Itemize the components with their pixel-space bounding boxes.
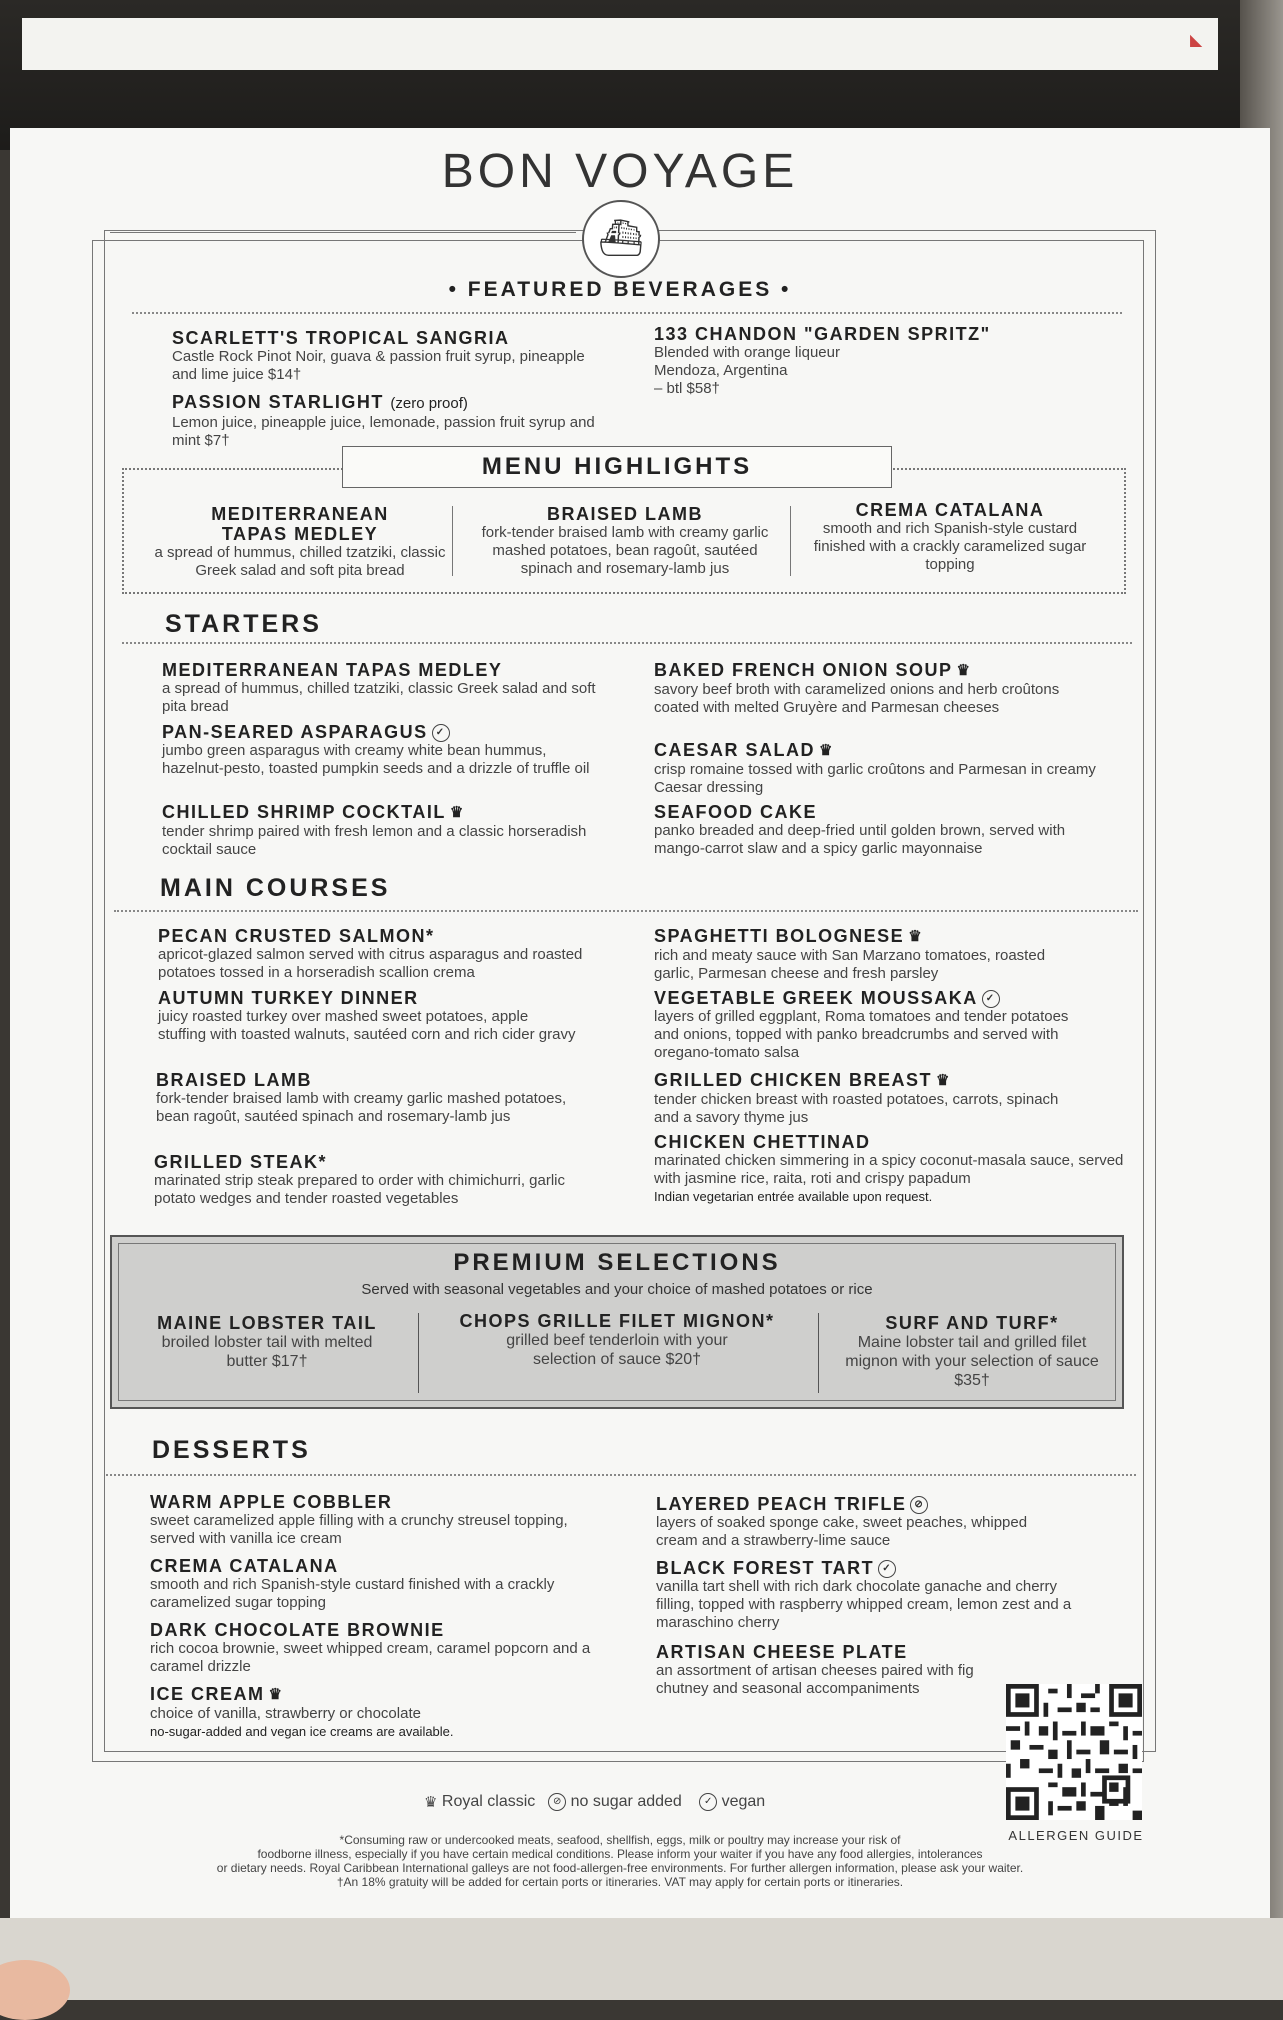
item-desc: vanilla tart shell with rich dark chocolate ganache and cherry filling, topped with raspberry whipped cream, lemon zest and a maraschino cherry [656,1578,1072,1632]
highlight-item [810,500,1090,574]
item-name: MAINE LOBSTER TAIL [157,1313,377,1333]
premium-selections-box [110,1235,1124,1409]
item-desc: rich cocoa brownie, sweet whipped cream, caramel popcorn and a caramel drizzle [150,1640,591,1675]
desserts-heading: DESSERTS [152,1436,311,1464]
menu-item [158,926,608,982]
premium-heading: PREMIUM SELECTIONS [453,1249,781,1276]
item-name: GRILLED CHICKEN BREAST [654,1070,933,1090]
no-sugar-added-icon: ⊘ [910,1496,928,1514]
item-name: ARTISAN CHEESE PLATE [656,1642,908,1662]
item-desc: Maine lobster tail and grilled filet mignon with your selection of sauce $35† [845,1334,1099,1389]
table-surface [0,1918,1283,2000]
item-name: BAKED FRENCH ONION SOUP [654,660,953,680]
beverage-desc: Blended with orange liqueur [654,344,840,361]
item-desc: a spread of hummus, chilled tzatziki, classic Greek salad and soft pita bread [162,680,596,715]
footer-line: *Consuming raw or undercooked meats, seafood, shellfish, eggs, milk or poultry may increase your risk of [339,1833,901,1847]
legend-vegan: vegan [721,1793,766,1811]
royal-classic-icon: ♛ [819,742,834,760]
item-name: CHILLED SHRIMP COCKTAIL [162,802,446,822]
item-name: DARK CHOCOLATE BROWNIE [150,1620,445,1640]
menu-item [150,1684,600,1741]
item-desc: jumbo green asparagus with creamy white bean hummus, hazelnut-pesto, toasted pumpkin seeds and a drizzle of truffle oil [162,742,590,778]
item-name: MEDITERRANEAN TAPAS MEDLEY [162,660,503,680]
item-name: GRILLED STEAK* [154,1152,328,1172]
item-desc: layers of grilled eggplant, Roma tomatoes and tender potatoes and onions, topped with panko breadcrumbs and served with oregano-tomato salsa [654,1008,1069,1062]
beverage-item [172,392,602,450]
royal-classic-icon: ♛ [449,804,465,822]
item-name: PECAN CRUSTED SALMON* [158,926,435,946]
item-desc: rich and meaty sauce with San Marzano tomatoes, roasted garlic, Parmesan cheese and fresh parsley [654,947,1046,983]
item-desc: juicy roasted turkey over mashed sweet potatoes, apple stuffing with toasted walnuts, sautéed corn and rich cider gravy [158,1008,576,1043]
item-name: BLACK FOREST TART [656,1558,875,1578]
footer-line: or dietary needs. Royal Caribbean International galleys are not food-allergen-free environments. For further allergen information, please ask your waiter. [216,1861,1024,1875]
item-name: SPAGHETTI BOLOGNESE [654,926,905,946]
menu-item [162,722,602,778]
beverage-name: SCARLETT'S TROPICAL SANGRIA [172,328,510,348]
menu-item [150,1620,600,1676]
footer-line: †An 18% gratuity will be added for certain ports or itineraries. VAT may apply for certain ports or itineraries. [336,1875,904,1889]
beverage-name: 133 CHANDON "GARDEN SPRITZ" [654,324,991,344]
beverage-origin: Mendoza, Argentina [654,362,788,379]
highlight-item [470,504,780,578]
divider [790,506,791,576]
item-name: SEAFOOD CAKE [654,802,818,822]
main-courses-heading: MAIN COURSES [160,874,391,902]
menu-item [156,1070,576,1126]
menu-item [654,802,1104,858]
starters-heading: STARTERS [165,610,322,638]
footer-line: foodborne illness, especially if you have certain medical conditions. Please inform your waiter if you have any food allergies, intolerances [257,1847,983,1861]
menu-item [656,1642,976,1698]
highlight-name: BRAISED LAMB [547,504,703,524]
item-name: CHOPS GRILLE FILET MIGNON* [459,1311,775,1331]
menu-item [654,740,1104,797]
beverage-note: (zero proof) [390,395,468,412]
beverage-name: PASSION STARLIGHT [172,392,384,412]
item-desc: panko breaded and deep-fried until golden brown, served with mango-carrot slaw and a spicy garlic mayonnaise [654,822,1066,857]
vegan-icon: ✓ [982,990,1000,1008]
divider [114,910,1138,912]
item-desc: choice of vanilla, strawberry or chocolate [150,1705,421,1723]
menu-item [656,1494,1056,1550]
page-title: BON VOYAGE [441,145,799,198]
vegan-icon: ✓ [432,724,450,742]
divider [418,1313,419,1393]
menu-page [10,128,1270,1918]
highlight-item [150,504,450,580]
item-name: CREMA CATALANA [150,1556,339,1576]
previous-page-edge [22,18,1218,70]
legend-no-sugar: no sugar added [570,1793,682,1811]
item-note: no-sugar-added and vegan ice creams are available. [150,1724,454,1740]
frame-line-left [110,232,576,233]
item-name: VEGETABLE GREEK MOUSSAKA [654,988,978,1008]
menu-item [162,660,602,716]
cruise-ship-icon: ⛴ [582,200,660,278]
vegan-icon: ✓ [878,1560,896,1578]
item-name: WARM APPLE COBBLER [150,1492,393,1512]
item-desc: smooth and rich Spanish-style custard finished with a crackly caramelized sugar topping [150,1576,555,1611]
divider [452,506,453,576]
beverage-item [172,328,602,384]
premium-item [842,1313,1102,1390]
royal-classic-icon: ♛ [936,1072,951,1090]
item-desc: an assortment of artisan cheeses paired with fig chutney and seasonal accompaniments [656,1662,974,1697]
menu-item [656,1558,1096,1632]
highlight-name: CREMA CATALANA [855,500,1045,520]
premium-item [142,1313,392,1371]
premium-subtitle: Served with seasonal vegetables and your choice of mashed potatoes or rice [361,1281,873,1298]
highlight-name: MEDITERRANEAN TAPAS MEDLEY [211,504,389,544]
royal-classic-icon: ♛ [956,662,972,680]
item-name: ICE CREAM [150,1684,265,1704]
item-desc: fork-tender braised lamb with creamy garlic mashed potatoes, bean ragoût, sautéed spinach and rosemary-lamb jus [156,1090,567,1125]
menu-item [154,1152,604,1208]
beverage-item [654,324,1074,398]
item-desc: apricot-glazed salmon served with citrus asparagus and roasted potatoes tossed in a horseradish scallion crema [158,946,583,981]
menu-item [654,660,1104,717]
item-name: LAYERED PEACH TRIFLE [656,1494,907,1514]
allergen-guide-label: ALLERGEN GUIDE [1008,1828,1144,1843]
menu-item [654,926,1074,983]
highlight-desc: a spread of hummus, chilled tzatziki, classic Greek salad and soft pita bread [154,544,446,579]
vegan-icon: ✓ [699,1793,717,1811]
divider [818,1313,819,1393]
item-name: BRAISED LAMB [156,1070,312,1090]
allergen-guide-qr-code[interactable] [1006,1684,1142,1820]
item-desc: marinated chicken simmering in a spicy coconut-masala sauce, served with jasmine rice, raita, roti and crispy papadum [654,1152,1124,1187]
item-name: PAN-SEARED ASPARAGUS [162,722,428,742]
menu-item [654,988,1074,1062]
menu-item [150,1556,570,1612]
menu-item [158,988,578,1044]
highlight-desc: fork-tender braised lamb with creamy garlic mashed potatoes, bean ragoût, sautéed spinach and rosemary-lamb jus [481,524,769,577]
item-desc: tender shrimp paired with fresh lemon and a classic horseradish cocktail sauce [162,823,587,859]
royal-classic-icon: ♛ [908,928,924,946]
beverage-desc: Castle Rock Pinot Noir, guava & passion fruit syrup, pineapple and lime juice $14† [172,348,585,383]
icon-legend [420,1793,765,1811]
menu-item [150,1492,590,1548]
item-name: SURF AND TURF* [885,1313,1059,1333]
red-mark: ◣ [1190,32,1203,49]
item-desc: tender chicken breast with roasted potatoes, carrots, spinach and a savory thyme jus [654,1091,1059,1127]
item-desc: sweet caramelized apple filling with a crunchy streusel topping, served with vanilla ice cream [150,1512,568,1547]
footer-disclaimer [140,1833,1100,1889]
item-desc: marinated strip steak prepared to order with chimichurri, garlic potato wedges and tender roasted vegetables [154,1172,565,1207]
premium-item [437,1311,797,1369]
featured-beverages-heading: • FEATURED BEVERAGES • [448,278,792,301]
item-name: CHICKEN CHETTINAD [654,1132,871,1152]
item-name: CAESAR SALAD [654,740,816,760]
divider [122,642,1132,644]
menu-item [654,1070,1074,1127]
item-desc: layers of soaked sponge cake, sweet peaches, whipped cream and a strawberry-lime sauce [656,1514,1028,1550]
item-name: AUTUMN TURKEY DINNER [158,988,419,1008]
item-note: Indian vegetarian entrée available upon request. [654,1189,933,1204]
royal-classic-icon: ♛ [424,1794,438,1811]
highlights-heading: MENU HIGHLIGHTS [342,446,892,488]
menu-item [162,802,592,859]
divider [106,1474,1136,1476]
menu-item [654,1132,1124,1206]
legend-royal-classic: Royal classic [441,1793,536,1811]
royal-classic-icon: ♛ [268,1686,284,1704]
no-sugar-added-icon: ⊘ [548,1793,566,1811]
divider [132,312,1122,314]
highlight-desc: smooth and rich Spanish-style custard finished with a crackly caramelized sugar topping [813,520,1087,573]
beverage-desc: Lemon juice, pineapple juice, lemonade, passion fruit syrup and mint $7† [172,414,595,449]
beverage-price: – btl $58† [654,380,720,397]
item-desc: grilled beef tenderloin with your selection of sauce $20† [506,1332,728,1368]
item-desc: broiled lobster tail with melted butter $17† [161,1334,373,1370]
item-desc: savory beef broth with caramelized onions and herb croûtons coated with melted Gruyère and Parmesan cheeses [654,681,1060,717]
item-desc: crisp romaine tossed with garlic croûtons and Parmesan in creamy Caesar dressing [654,761,1096,797]
